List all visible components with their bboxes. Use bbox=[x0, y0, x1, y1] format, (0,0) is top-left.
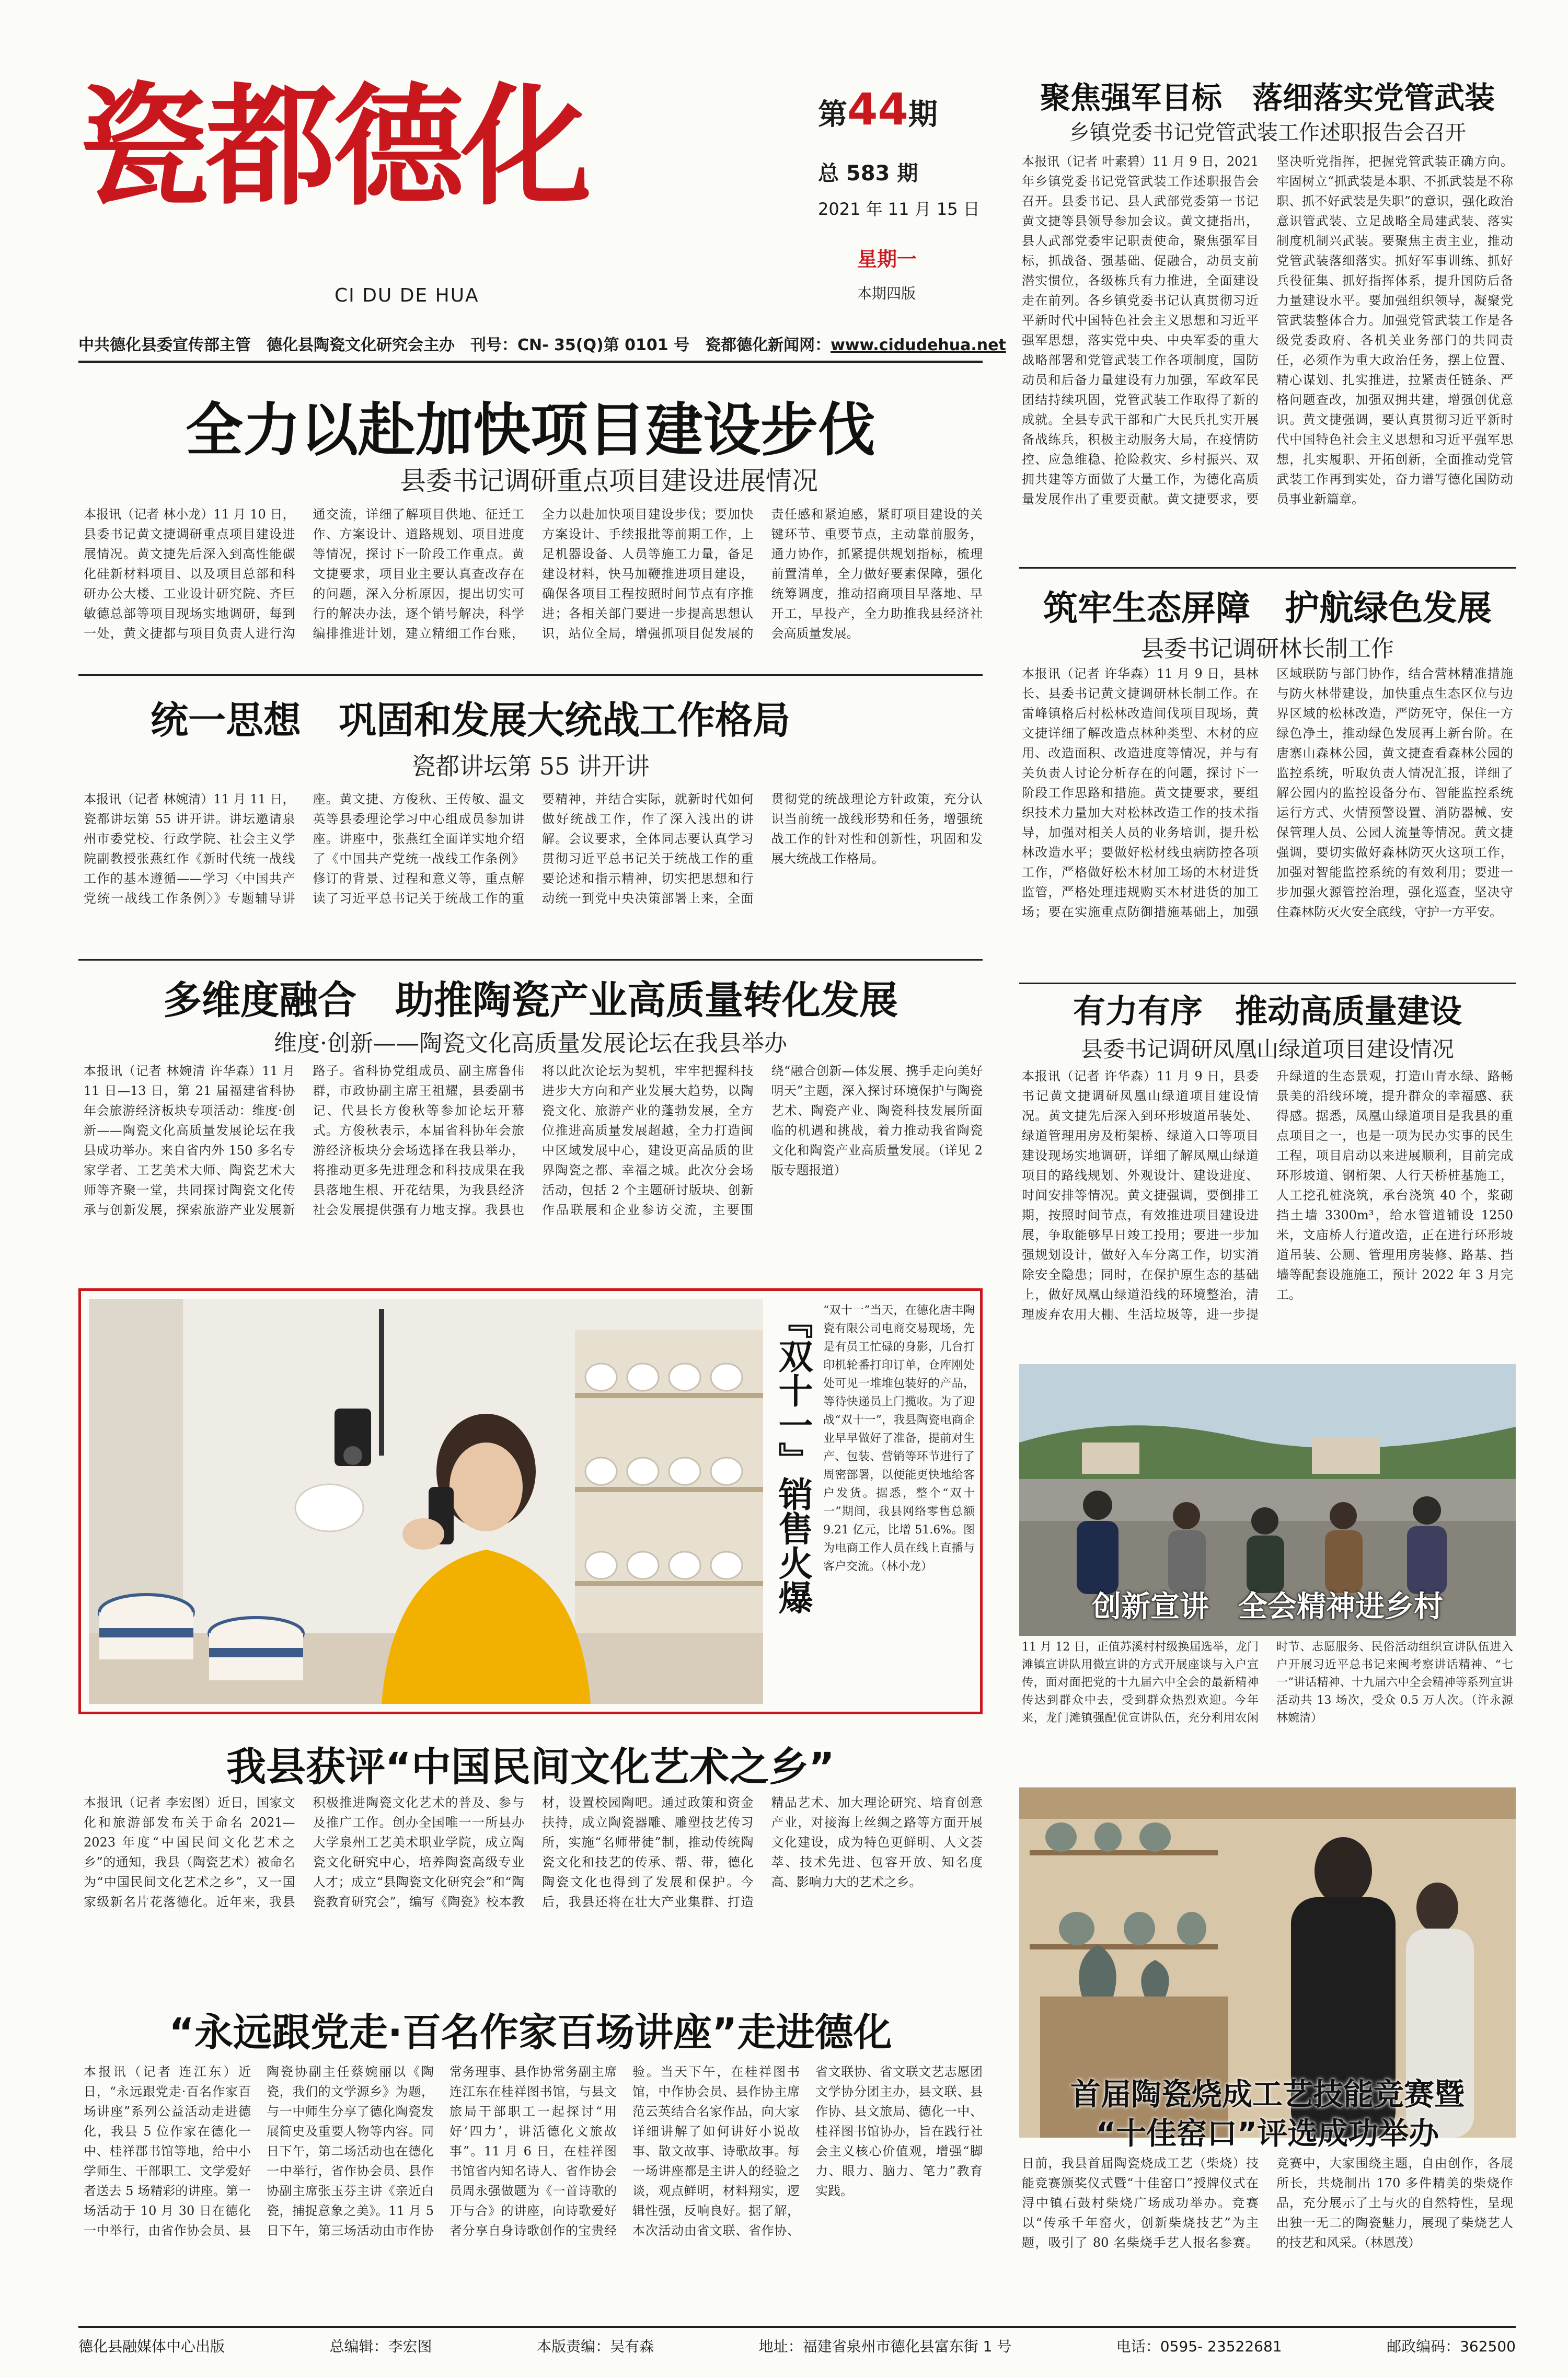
issue-number bbox=[818, 84, 938, 135]
united-body: 本报讯（记者 林婉清）11 月 11 日，瓷都讲坛第 55 讲开讲。讲坛邀请泉州市委党校、行政学院、社会主义学院副教授张燕红作《新时代统一战线工作的基本遵循——学习〈中国共产党统一战线工作条例〉》专题辅导讲座。黄文捷、方俊秋、王传敏、温文英等县委理论学习中心组成员参加讲座。讲座中，张燕红全面详实地介绍了《中国共产党统一战线工作条例》修订的背景、过程和意义等，重点解读了习近平总书记关于统战工作的重要精神，并结合实际，就新时代如何做好统战工作，作了深入浅出的讲解。会议要求，全体同志要认真学习贯彻习近平总书记关于统战工作的重要论述和指示精神，切实把思想和行动统一到党中央决策部署上来，全面贯彻党的统战理论方针政策，充分认识当前统一战线形势和任务，增强统战工作的针对性和创新性，巩固和发展大统战工作格局。 bbox=[84, 792, 983, 906]
contest-title-line2: “十佳窑口”评选成功举办 bbox=[1096, 2116, 1439, 2151]
footer-phone: 电话：0595- 23522681 bbox=[1116, 2338, 1282, 2355]
military-subtitle: 乡镇党委书记党管武装工作述职报告会召开 bbox=[1069, 121, 1466, 145]
footer-bar bbox=[78, 2335, 1516, 2361]
contest-title-line1: 首届陶瓷烧成工艺技能竞赛暨 bbox=[1070, 2076, 1465, 2112]
writers-title: “永远跟党走·百名作家百场讲座”走进德化 bbox=[169, 2010, 892, 2055]
contest-body: 日前，我县首届陶瓷烧成工艺（柴烧）技能竞赛颁奖仪式暨“十佳窑口”授牌仪式在浔中镇石鼓村柴烧广场成功举办。竞赛以“传承千年窑火，创新柴烧技艺”为主题，吸引了 80 名柴烧手艺人报名参赛。竞赛中，大家围绕主题，自由创作，各展所长，共烧制出 170 多件精美的柴烧作品，充分展示了土与火的自然特性，呈现出独一无二的陶瓷魅力，展现了柴烧艺人的技艺和风采。（林恩茂） bbox=[1022, 2156, 1513, 2250]
greenway-body: 本报讯（记者 许华森）11 月 9 日，县委书记黄文捷调研凤凰山绿道项目建设情况。黄文捷先后深入到环形坡道吊装处、绿道管理用房及桁架桥、绿道入口等项目建设现场实地调研，详细了解凤凰山绿道项目的路线规划、外观设计、建设进度、时间安排等情况。黄文捷强调，要倒排工期，按照时间节点，有效推进项目建设进展，争取能够早日竣工投用；要进一步加强规划设计，做好入车分离工作，切实消除安全隐患；同时，在保护原生态的基础上，做好凤凰山绿道沿线的环境整治，清理废弃农用大棚、生活垃圾等，进一步提升绿道的生态景观，打造山青水绿、路畅景美的沿线环境，提升群众的幸福感、获得感。据悉，凤凰山绿道项目是我县的重点项目之一，也是一项为民办实事的民生工程，项目启动以来进展顺利，目前完成环形坡道、钢桁架、人行天桥桩基施工，人工挖孔桩浇筑，承台浇筑 40 个，浆砌挡土墙 3300m³，给水管道铺设 1250 米，文庙桥人行道改造，正在进行环形坡道吊装、公厕、管理用房装修、路基、挡墙等配套设施施工，预计 2022 年 3 月完工。 bbox=[1022, 1069, 1513, 1322]
military-title: 聚焦强军目标 落细落实党管武装 bbox=[1040, 80, 1495, 116]
sales-body: “双十一”当天，在德化唐丰陶瓷有限公司电商交易现场，先是有员工忙碌的身影，几台打印机轮番打印订单，仓库刚处处可见一堆堆包装好的产品，等待快递员上门揽收。为了迎战“双十一”，我县陶瓷电商企业早早做好了准备，提前对生产、包装、营销等环节进行了周密部署，以便能更快地给客户发货。据悉，整个“双十一”期间，我县网络零售总额 9.21 亿元，比增 51.6%。图为电商工作人员在线上直播与客户交流。（林小龙） bbox=[823, 1304, 975, 1573]
united-rule bbox=[78, 959, 983, 961]
lead-rule bbox=[78, 674, 983, 676]
weekday: 星期一 bbox=[857, 248, 917, 271]
publisher-text: 中共德化县委宣传部主管 德化县陶瓷文化研究会主办 刊号：CN- 35(Q)第 0101 号 瓷都德化新闻网： bbox=[78, 336, 831, 354]
greenway-title: 有力有序 推动高质量建设 bbox=[1073, 992, 1462, 1030]
forest-subtitle: 县委书记调研林长制工作 bbox=[1141, 636, 1394, 662]
writers-body: 本报讯（记者 连江东）近日，“永远跟党走·百名作家百场讲座”系列公益活动走进德化，我县 5 位作家在德化一中、桂祥郡书馆等地，给中小学师生、干部职工、文学爱好者送去 5 场精彩的讲座。第一场活动于 10 月 30 日在德化一中举行，由省作协会员、县陶瓷协副主任蔡婉丽以《陶瓷，我们的文学源乡》为题，与一中师生分享了德化陶瓷发展简史及重要人物等内容。同日下午，第二场活动也在德化一中举行，省作协会员、县作协副主席张玉芬主讲《亲近白瓷，捕捉意象之美》。11 月 5 日下午，第三场活动由市作协常务理事、县作协常务副主席连江东在桂祥图书馆，与县文旅局干部职工一起探讨“用好‘四力’，讲活德化文旅故事”。11 月 6 日，在桂祥图书馆省内知名诗人、省作协会员周永强做题为《一首诗歌的开与合》的讲座，向诗歌爱好者分享自身诗歌创作的宝贵经验。当天下午，在桂祥图书馆，中作协会员、县作协主席范云英结合名家作品，向大家详细讲解了如何讲好小说故事、散文故事、诗歌故事。每一场讲座都是主讲人的经验之谈，观点鲜明，材料翔实，逻辑性强，反响良好。据了解，本次活动由省文联、省作协、省文联协、省文联文艺志愿团文学协分团主办，县文联、县作协、县文旅局、德化一中、桂祥图书馆协办，旨在践行社会主义核心价值观，增强“脚力、眼力、脑力、笔力”教育实践。 bbox=[84, 2064, 983, 2238]
military-rule bbox=[1019, 567, 1516, 569]
forest-body: 本报讯（记者 许华森）11 月 9 日，县林长、县委书记黄文捷调研林长制工作。在雷峰镇格后村松林改造间伐项目现场，黄文捷详细了解改造点林种类型、木材的应用、改造面积、改造进度等情况，并与有关负责人讨论分析存在的问题，探讨下一阶段工作思路和措施。黄文捷要求，要组织技术力量加大对松林改造工作的技术指导，加强对相关人员的业务培训，提升松林改造水平；要做好松材线虫病防控各项工作，严格做好松木材加工场的木材进货监管，严格处理违规购买木材进货的加工场；要在实施重点防御措施基础上，加强区域联防与部门协作，结合营林精准措施与防火林带建设，加快重点生态区位与边界区域的松林改造，严防死守，保住一方绿色净土，推动绿色发展再上新台阶。在唐寨山森林公园，黄文捷查看森林公园的监控系统，听取负责人情况汇报，详细了解公园内的监控设备分布、智能监控系统运行方式、火情预警设置、消防器械、安保管理人员、公园人流量等情况。黄文捷强调，要切实做好森林防灭火这项工作，加强对智能监控系统的有效利用；要进一步加强火源管控治理，强化巡查，坚决守住森林防灭火安全底线，守护一方平安。 bbox=[1022, 666, 1513, 919]
greenway-subtitle: 县委书记调研凤凰山绿道项目建设情况 bbox=[1080, 1036, 1454, 1062]
military-body: 本报讯（记者 叶素碧）11 月 9 日，2021 年乡镇党委书记党管武装工作述职报告会召开。县委书记、县人武部党委第一书记黄文捷等县领导参加会议。黄文捷指出，县人武部党委牢记职责使命，聚焦强军目标，抓战备、强基础、促融合，动员支前潜实惯位，各级栋兵有力推进，全面建设走在前列。各乡镇党委书记认真贯彻习近平新时代中国特色社会主义思想和习近平强军思想，落实党中央、中央军委的重大战略部署和党管武装工作各项制度，国防动员和后备力量建设有力加强，军政军民团结持续巩固，党管武装工作取得了新的成就。全县专武干部和广大民兵扎实开展备战练兵，积极主动服务大局，在疫情防控、应急维稳、抢险救灾、乡村振兴、双拥共建等方面做了大量工作，为德化高质量发展作出了重要贡献。黄文捷要求，要坚决听党指挥，把握党管武装正确方向。牢固树立“抓武装是本职、不抓武装是不称职、抓不好武装是失职”的意识，强化政治意识管武装、立足战略全局建武装、落实制度机制兴武装。要聚焦主责主业，推动党管武装落细落实。抓好军事训练、抓好兵役征集、抓好指挥体系，提升国防后备力量建设水平。要加强组织领导，凝聚党管武装整体合力。加强党管武装工作是各级党委政府、各机关业务部门的共同责任，必须作为重大政治任务，摆上位置、精心谋划、扎实推进，拉紧责任链条、严格问题查改，加强双拥共建，增强创优意识。黄文捷强调，要认真贯彻习近平新时代中国特色社会主义思想和习近平强军思想，扎实履职、开拓创新，全面推动党管武装工作再到实处，奋力谱写德化国防动员事业新篇章。 bbox=[1022, 154, 1513, 506]
lecture-body: 11 月 12 日，正值苏溪村村级换届选举，龙门滩镇宣讲队用微宣讲的方式开展座谈与入户宣传，面对面把党的十九届六中全会的最新精神传达到群众中去，受到群众热烈欢迎。今年来，龙门滩镇强配优宣讲队伍，充分利用农闲时节、志愿服务、民俗活动组织宣讲队伍进入户开展习近平总书记来闽考察讲话精神、“七一”讲话精神、十九届六中全会精神等系列宣讲活动共 13 场次，受众 0.5 万人次。（许永源 林婉清） bbox=[1022, 1641, 1513, 1725]
footer-rule bbox=[78, 2326, 1516, 2328]
publisher-line bbox=[78, 332, 1006, 355]
website-link[interactable]: www.cidudehua.net bbox=[831, 336, 1006, 354]
issue-no: 44 bbox=[847, 84, 908, 135]
lead-body: 本报讯（记者 林小龙）11 月 10 日，县委书记黄文捷调研重点项目建设进展情况。黄文捷先后深入到高性能碳化硅新材料项目、以及项目总部和科研办公大楼、工业设计研究院、齐巨敏德总部等项目现场实地调研，每到一处，黄文捷都与项目负责人进行沟通交流，详细了解项目供地、征迁工作、方案设计、道路规划、项目进度等情况，探讨下一阶段工作重点。黄文捷要求，项目业主要认真查改存在的问题，深入分析原因，提出切实可行的解决办法，逐个销号解决，科学编排推进计划，建立精细工作台账，全力以赴加快项目建设步伐；要加快方案设计、手续报批等前期工作，上足机器设备、人员等施工力量，备足建设材料，快马加鞭推进项目建设，确保各项目工程按照时间节点有序推进；各相关部门要进一步提高思想认识，站位全局，增强抓项目促发展的责任感和紧迫感，紧盯项目建设的关键环节、重要节点，主动靠前服务，通力协作，抓紧提供规划指标，梳理前置清单，全力做好要素保障，强化统筹调度，推动招商项目早落地、早开工，早投产，全力助推我县经济社会高质量发展。 bbox=[84, 507, 983, 641]
united-subtitle: 瓷都讲坛第 55 讲开讲 bbox=[411, 752, 650, 780]
forum-title: 多维度融合 助推陶瓷产业高质量转化发展 bbox=[163, 978, 898, 1023]
footer-postcode: 邮政编码：362500 bbox=[1387, 2338, 1516, 2355]
folk-body: 本报讯（记者 李宏图）近日，国家文化和旅游部发布关于命名 2021—2023 年度“中国民间文化艺术之乡”的通知，我县（陶瓷艺术）被命名为“中国民间文化艺术之乡”，又一国家级新名片花落德化。近年来，我县积极推进陶瓷文化艺术的普及、参与及推广工作。创办全国唯一一所县办大学泉州工艺美术职业学院，成立陶瓷文化研究中心，培养陶瓷高级专业人才；成立“县陶瓷文化研究会”和“陶瓷教育研究会”，编写《陶瓷》校本教材，设置校园陶吧。通过政策和资金扶持，成立陶瓷器雕、雕塑技艺传习所，实施“名师带徒”制，推动传统陶瓷文化和技艺的传承、帮、带，德化陶瓷文化也得到了发展和保护。今后，我县还将在壮大产业集群、打造精品艺术、加大理论研究、培育创意产业，对接海上丝绸之路等方面开展文化建设，成为特色更鲜明、人文荟萃、技术先进、包容开放、知名度高、影响力大的艺术之乡。 bbox=[84, 1795, 983, 1909]
forest-title: 筑牢生态屏障 护航绿色发展 bbox=[1043, 588, 1492, 628]
lead-subtitle: 县委书记调研重点项目建设进展情况 bbox=[400, 466, 818, 496]
sales-photo bbox=[89, 1299, 763, 1704]
issue-date: 2021 年 11 月 15 日 bbox=[818, 199, 980, 219]
masthead-pinyin: CI DU DE HUA bbox=[335, 285, 479, 306]
pages-note: 本期四版 bbox=[857, 285, 916, 302]
lecture-caption: 创新宣讲 全会精神进乡村 bbox=[1092, 1590, 1443, 1624]
forum-subtitle: 维度·创新——陶瓷文化高质量发展论坛在我县举办 bbox=[274, 1030, 787, 1057]
footer-publisher: 德化县融媒体中心出版 bbox=[78, 2338, 225, 2355]
forum-body: 本报讯（记者 林婉清 许华森）11 月 11 日—13 日，第 21 届福建省科协年会旅游经济板块专项活动：维度·创新——陶瓷文化高质量发展论坛在我县成功举办。来自省内外 150 多名专家学者、工艺美术大师、陶瓷艺术大师等齐聚一堂，共同探讨陶瓷文化传承与创新发展，探索旅游产业发展新路子。省科协党组成员、副主席鲁伟群，市政协副主席王祖耀，县委副书记、代县长方俊秋等参加论坛开幕式。方俊秋表示，本届省科协年会旅游经济板块分会场选择在我县举办，将推动更多先进理念和科技成果在我县落地生根、开花结果，为我县经济社会发展提供强有力地支撑。我县也将以此次论坛为契机，牢牢把握科技进步大方向和产业发展大趋势，以陶瓷文化、旅游产业的蓬勃发展，全方位推进高质量发展超越，全力打造闽中区域发展中心，建设更高品质的世界陶瓷之都、幸福之城。此次分会场活动，包括 2 个主题研讨版块、创新作品联展和企业参访交流，主要围绕“融合创新—体发展、携手走向美好明天”主题，深入探讨环境保护与陶瓷艺术、陶瓷产业、陶瓷科技发展所面临的机遇和挑战，着力推动我省陶瓷文化和陶瓷产业高质量发展。（详见 2 版专题报道） bbox=[84, 1064, 983, 1217]
total-issue: 总 583 期 bbox=[818, 161, 918, 186]
issue-prefix: 第 bbox=[818, 98, 847, 132]
forest-rule bbox=[1019, 983, 1516, 984]
issue-suffix: 期 bbox=[908, 98, 938, 132]
footer-address: 地址：福建省泉州市德化县富东街 1 号 bbox=[758, 2338, 1012, 2355]
footer-duty: 本版责编：吴有森 bbox=[537, 2338, 654, 2355]
united-title: 统一思想 巩固和发展大统战工作格局 bbox=[150, 698, 790, 742]
sales-photo-illustration bbox=[89, 1299, 763, 1704]
sales-vertical-title: 『双十一』销售火爆 bbox=[773, 1304, 813, 1614]
masthead-rule bbox=[78, 361, 983, 363]
masthead-title: 瓷都德化 bbox=[78, 70, 589, 223]
folk-title: 我县获评“中国民间文化艺术之乡” bbox=[226, 1744, 835, 1790]
lead-title: 全力以赴加快项目建设步伐 bbox=[186, 397, 875, 464]
footer-editor: 总编辑：李宏图 bbox=[329, 2338, 432, 2355]
